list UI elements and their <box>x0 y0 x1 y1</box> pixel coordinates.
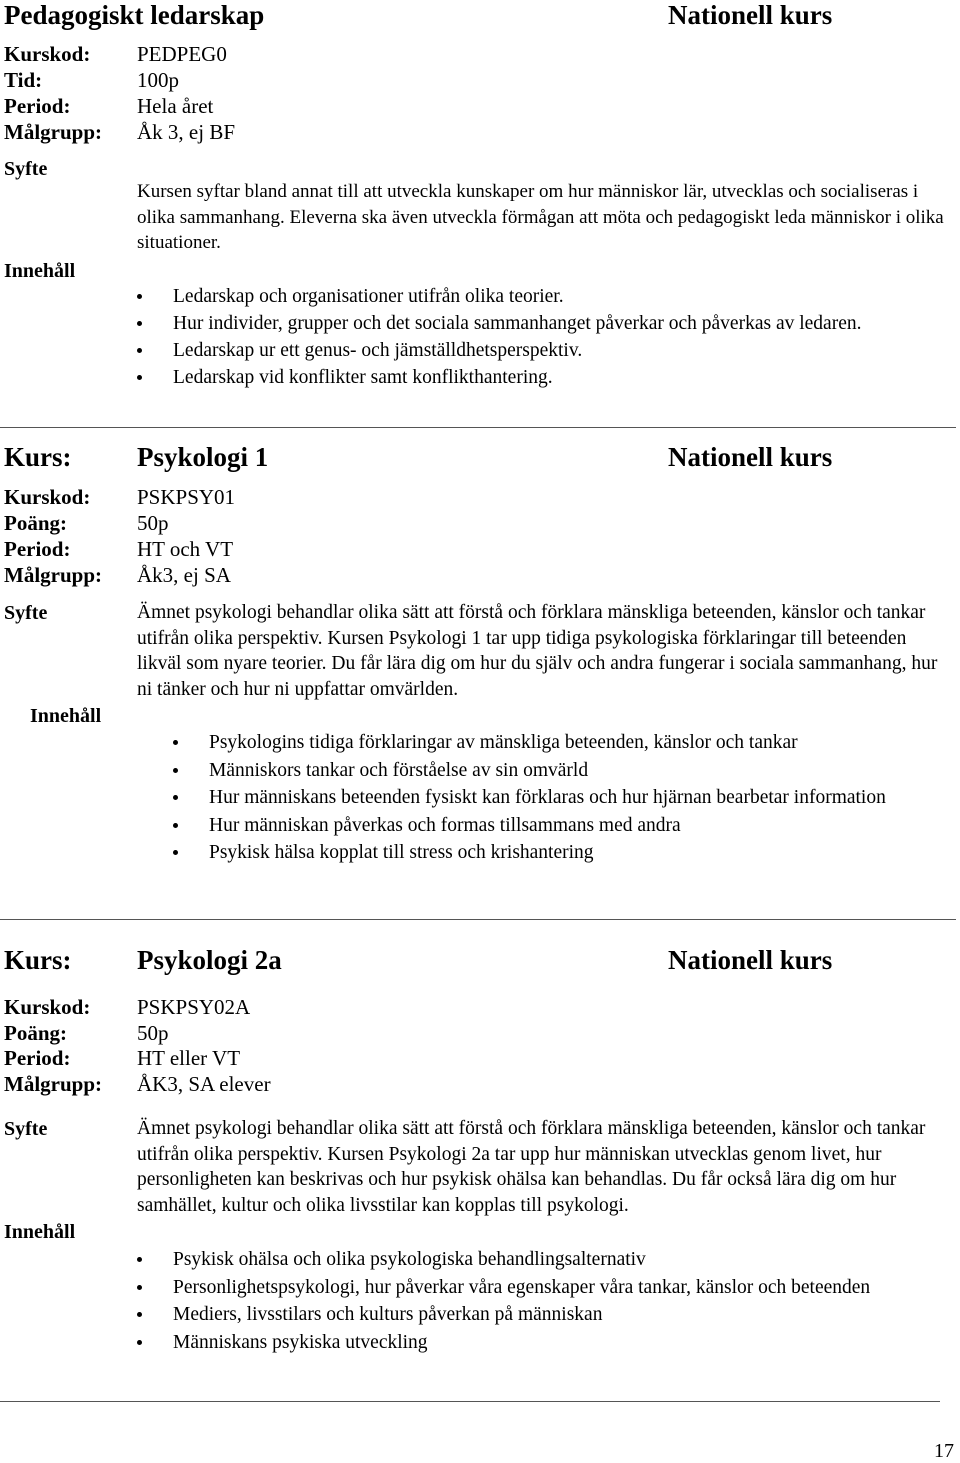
section-label-syfte: Syfte <box>4 602 48 624</box>
list-item: Människors tankar och förståelse av sin omvärld <box>209 758 909 784</box>
bullet-icon <box>173 768 178 773</box>
field-value-kurskod: PSKPSY01 <box>137 485 236 509</box>
field-label-period: Period: <box>4 537 71 561</box>
bullet-icon <box>137 1285 142 1290</box>
list-item: Ledarskap vid konflikter samt konflikthantering. <box>173 365 933 391</box>
bullet-icon <box>137 1312 142 1317</box>
list-item: Psykologins tidiga förklaringar av mänskliga beteenden, känslor och tankar <box>209 730 909 756</box>
section-label-innehall: Innehåll <box>4 1221 76 1243</box>
field-label-malgrupp: Målgrupp: <box>4 120 103 144</box>
list-item: Ledarskap och organisationer utifrån olika teorier. <box>173 284 933 310</box>
section-divider <box>0 1401 940 1402</box>
syfte-text: Kursen syftar bland annat till att utveckla kunskaper om hur människor lär, utvecklas och socialiseras i olika sammanhang. Eleverna ska även utveckla förmågan att möta och pedagogiskt leda människor i olika situationer. <box>137 181 944 253</box>
list-item: Mediers, livsstilars och kulturs påverkan på människan <box>173 1302 893 1328</box>
content-list <box>209 730 909 868</box>
field-label-period: Period: <box>4 1046 71 1070</box>
field-label-poang: Poäng: <box>4 1021 67 1045</box>
bullet-icon <box>137 294 142 299</box>
course-title: Psykologi 2a <box>137 945 282 975</box>
section-label-syfte: Syfte <box>4 1118 48 1140</box>
bullet-icon <box>173 850 178 855</box>
bullet-icon <box>173 740 178 745</box>
section-divider <box>0 919 956 920</box>
list-item: Hur människans beteenden fysiskt kan förklaras och hur hjärnan bearbetar information <box>209 785 889 811</box>
page-number: 17 <box>934 1440 954 1462</box>
list-item: Psykisk ohälsa och olika psykologiska behandlingsalternativ <box>173 1247 893 1273</box>
syfte-text: Ämnet psykologi behandlar olika sätt att förstå och förklara mänskliga beteenden, känslor och tankar utifrån olika perspektiv. Kursen Psykologi 2a tar upp hur människan utvecklas genom livet, hur personligheten kan beskrivas och hur psykisk ohälsa kan behandlas. Du får också lära dig om hur samhället, kultur och olika livsstilar kan kopplas till psykologi. <box>137 1118 926 1216</box>
section-divider <box>0 427 956 428</box>
bullet-icon <box>137 348 142 353</box>
field-label-kurskod: Kurskod: <box>4 485 91 509</box>
course-type-badge: Nationell kurs <box>668 945 833 975</box>
field-value-period: Hela året <box>137 94 214 118</box>
list-item: Psykisk hälsa kopplat till stress och krishantering <box>209 840 909 866</box>
course-type-badge: Nationell kurs <box>668 0 833 30</box>
field-value-kurskod: PSKPSY02A <box>137 995 251 1019</box>
field-label-malgrupp: Målgrupp: <box>4 1072 103 1096</box>
field-value-malgrupp: Åk 3, ej BF <box>137 120 236 144</box>
bullet-icon <box>173 795 178 800</box>
list-item: Ledarskap ur ett genus- och jämställdhetsperspektiv. <box>173 338 933 364</box>
bullet-icon <box>173 823 178 828</box>
bullet-icon <box>137 375 142 380</box>
field-value-tid: 100p <box>137 68 179 92</box>
field-value-kurskod: PEDPEG0 <box>137 42 227 66</box>
kurs-label: Kurs: <box>4 945 72 975</box>
course-title: Psykologi 1 <box>137 442 269 472</box>
kurs-label: Kurs: <box>4 442 72 472</box>
list-item: Hur människan påverkas och formas tillsammans med andra <box>209 813 909 839</box>
syfte-text: Ämnet psykologi behandlar olika sätt att förstå och förklara mänskliga beteenden, känslor och tankar utifrån olika perspektiv. Kursen Psykologi 1 tar upp tidiga psykologiska förklaringar till beteenden likväl som nyare teorier. Du får lära dig om hur du själv och andra fungerar i sociala sammanhang, hur ni tänker och hur ni uppfattar omvärlden. <box>137 602 938 700</box>
course-title: Pedagogiskt ledarskap <box>4 0 265 30</box>
field-value-poang: 50p <box>137 1021 169 1045</box>
field-value-period: HT och VT <box>137 537 234 561</box>
field-value-period: HT eller VT <box>137 1046 241 1070</box>
field-value-malgrupp: ÅK3, SA elever <box>137 1072 271 1096</box>
list-item: Hur individer, grupper och det sociala sammanhanget påverkar och påverkas av ledaren. <box>173 311 933 337</box>
list-item: Personlighetspsykologi, hur påverkar våra egenskaper våra tankar, känslor och beteenden <box>173 1275 888 1301</box>
field-value-malgrupp: Åk3, ej SA <box>137 563 231 587</box>
bullet-icon <box>137 1340 142 1345</box>
section-label-syfte: Syfte <box>4 158 48 180</box>
bullet-icon <box>137 321 142 326</box>
content-list <box>173 284 933 392</box>
section-label-innehall: Innehåll <box>30 705 102 727</box>
field-label-kurskod: Kurskod: <box>4 995 91 1019</box>
field-label-malgrupp: Målgrupp: <box>4 563 103 587</box>
field-value-poang: 50p <box>137 511 169 535</box>
list-item: Människans psykiska utveckling <box>173 1330 893 1356</box>
field-label-poang: Poäng: <box>4 511 67 535</box>
field-label-kurskod: Kurskod: <box>4 42 91 66</box>
course-type-badge: Nationell kurs <box>668 442 833 472</box>
field-label-period: Period: <box>4 94 71 118</box>
field-label-tid: Tid: <box>4 68 43 92</box>
bullet-icon <box>137 1257 142 1262</box>
content-list <box>173 1247 893 1357</box>
section-label-innehall: Innehåll <box>4 260 76 282</box>
